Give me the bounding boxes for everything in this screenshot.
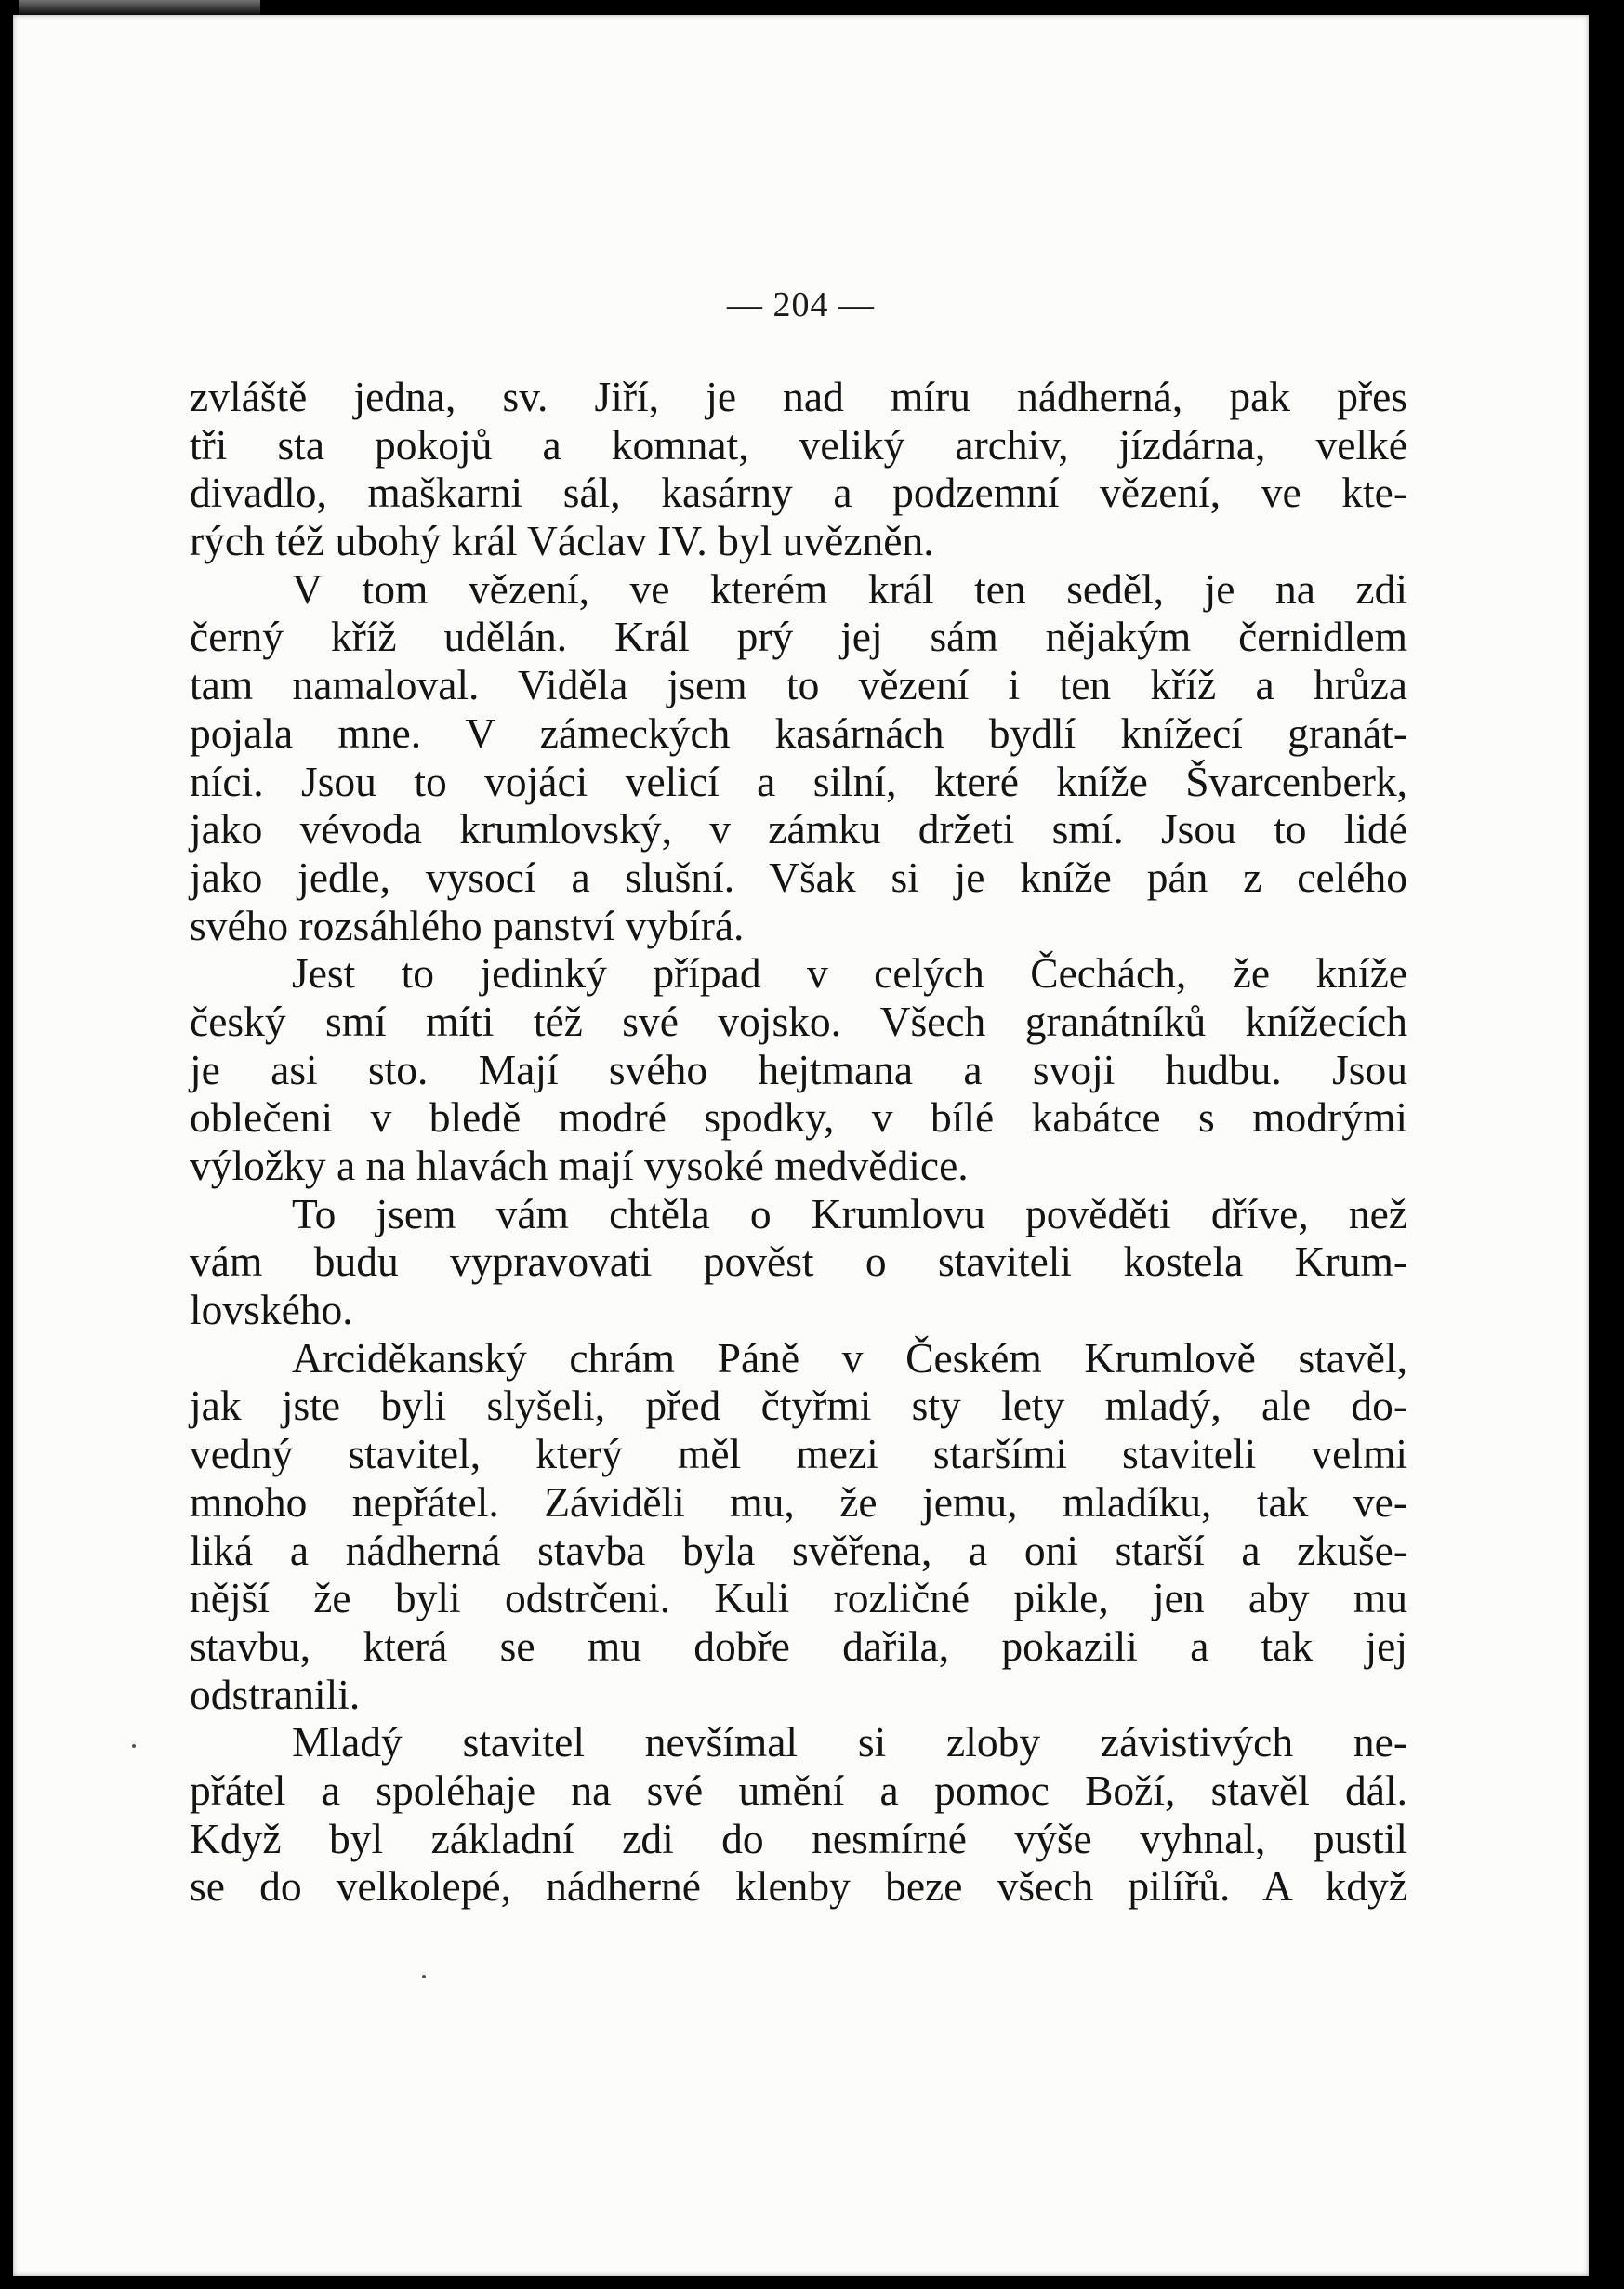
text-line: oblečeni v bledě modré spodky, v bílé kabátce s modrými xyxy=(190,1093,1407,1142)
text-line: tam namaloval. Viděla jsem to vězení i ten kříž a hrůza xyxy=(190,661,1407,709)
text-line: je asi sto. Mají svého hejtmana a svoji hudbu. Jsou xyxy=(190,1045,1407,1093)
text-line: lovského. xyxy=(190,1286,353,1334)
speck xyxy=(422,1975,426,1978)
page-number: — 204 — xyxy=(727,285,875,324)
text-line: černý kříž udělán. Král prý jej sám nějakým černidlem xyxy=(190,613,1407,661)
body-text xyxy=(190,373,1407,1911)
text-line: přátel a spoléhaje na své umění a pomoc Boží, stavěl dál. xyxy=(190,1766,1407,1814)
text-line: se do velkolepé, nádherné klenby beze všech pilířů. A když xyxy=(190,1862,1407,1911)
text-line: mnoho nepřátel. Záviděli mu, že jemu, mladíku, tak ve- xyxy=(190,1477,1407,1526)
text-line: V tom vězení, ve kterém král ten seděl, je na zdi xyxy=(292,564,1407,613)
text-line: To jsem vám chtěla o Krumlovu pověděti dříve, než xyxy=(292,1189,1407,1237)
text-line: Mladý stavitel nevšímal si zloby závistivých ne- xyxy=(292,1718,1407,1766)
text-line: Arciděkanský chrám Páně v Českém Krumlově stavěl, xyxy=(292,1333,1407,1382)
text-line: tři sta pokojů a komnat, veliký archiv, jízdárna, velké xyxy=(190,420,1407,469)
text-line: český smí míti též své vojsko. Všech granátníků knížecích xyxy=(190,997,1407,1045)
text-line: jako vévoda krumlovský, v zámku držeti smí. Jsou to lidé xyxy=(190,805,1407,853)
book-page xyxy=(13,15,1589,2276)
text-line: vám budu vypravovati pověst o staviteli kostela Krum- xyxy=(190,1237,1407,1286)
text-line: jak jste byli slyšeli, před čtyřmi sty lety mladý, ale do- xyxy=(190,1382,1407,1430)
text-line: zvláště jedna, sv. Jiří, je nad míru nádherná, pak přes xyxy=(190,373,1407,420)
text-line: pojala mne. V zámeckých kasárnách bydlí knížecí granát- xyxy=(190,708,1407,757)
text-line: níci. Jsou to vojáci velicí a silní, které kníže Švarcenberk, xyxy=(190,757,1407,805)
text-line: rých též ubohý král Václav IV. byl uvězněn. xyxy=(190,517,934,565)
text-line: výložky a na hlavách mají vysoké medvědice. xyxy=(190,1142,969,1189)
text-line: svého rozsáhlého panství vybírá. xyxy=(190,901,745,949)
text-line: jako jedle, vysocí a slušní. Však si je kníže pán z celého xyxy=(190,853,1407,901)
text-line: divadlo, maškarni sál, kasárny a podzemní vězení, ve kte- xyxy=(190,469,1407,517)
text-line: odstranili. xyxy=(190,1670,361,1718)
text-line: nější že byli odstrčeni. Kuli rozličné pikle, jen aby mu xyxy=(190,1574,1407,1622)
text-line: stavbu, která se mu dobře dařila, pokazili a tak jej xyxy=(190,1621,1407,1670)
text-line: Když byl základní zdi do nesmírné výše vyhnal, pustil xyxy=(190,1814,1407,1862)
text-line: Jest to jedinký případ v celých Čechách, že kníže xyxy=(292,949,1407,998)
speck xyxy=(132,1744,136,1748)
text-line: vedný stavitel, který měl mezi staršími staviteli velmi xyxy=(190,1430,1407,1478)
text-line: liká a nádherná stavba byla svěřena, a oni starší a zkuše- xyxy=(190,1526,1407,1574)
